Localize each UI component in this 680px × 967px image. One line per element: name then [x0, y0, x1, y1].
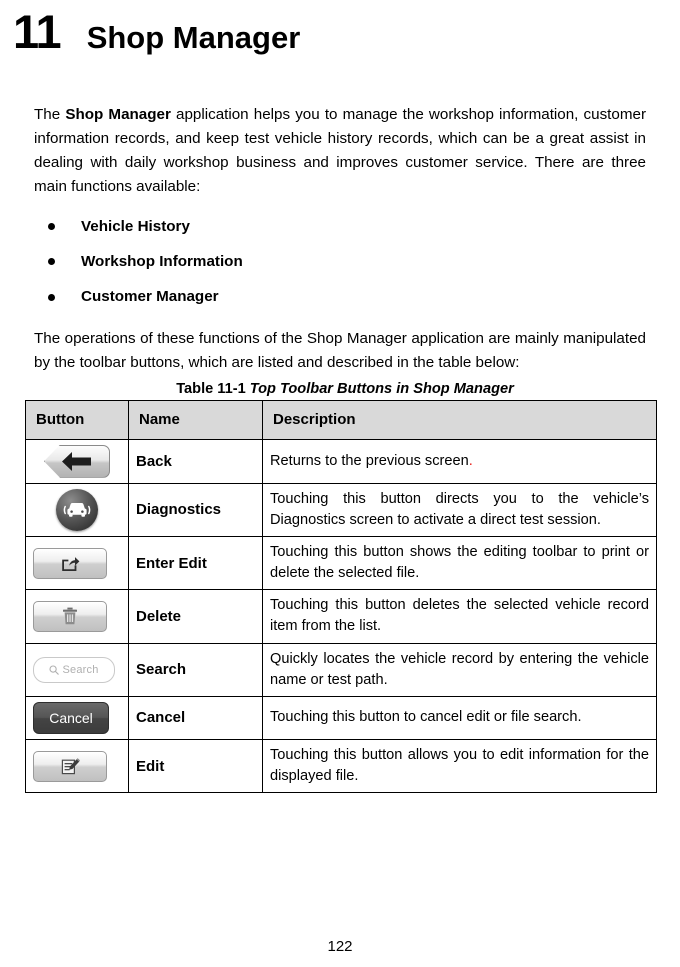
- car-diagnostics-icon-glyph: [63, 499, 91, 521]
- trash-can-icon-glyph: [62, 607, 78, 625]
- table-cell-button: [26, 590, 129, 643]
- bullet-dot-icon: [48, 258, 55, 265]
- toolbar-buttons-table: [25, 400, 657, 794]
- table-caption-label: Table 11-1: [176, 380, 246, 397]
- table-row: [26, 696, 657, 739]
- table-header-row: [26, 400, 657, 439]
- table-cell-name: Enter Edit: [129, 537, 263, 590]
- list-item-label: Vehicle History: [81, 218, 190, 236]
- bullet-dot-icon: [48, 223, 55, 230]
- intro-text-part2: application helps you to manage the workshop information, customer information records, and keep test vehicle history records, which can be a great assist in dealing with daily workshop business and improves customer service. There are three main functions available:: [34, 106, 646, 196]
- table-cell-description: Touching this button directs you to the vehicle’s Diagnostics screen to activate a direct test session.: [263, 483, 657, 536]
- car-diagnostics-icon[interactable]: [56, 489, 98, 531]
- table-cell-name: Search: [129, 643, 263, 696]
- table-cell-button: [26, 483, 129, 536]
- table-cell-description: Quickly locates the vehicle record by entering the vehicle name or test path.: [263, 643, 657, 696]
- column-header-description: Description: [263, 400, 657, 439]
- table-caption: [25, 381, 655, 397]
- chapter-number: 11: [13, 5, 61, 58]
- trash-can-icon[interactable]: [33, 601, 107, 632]
- bullet-dot-icon: [48, 294, 55, 301]
- chapter-heading: [13, 0, 655, 58]
- table-cell-name: Delete: [129, 590, 263, 643]
- table-cell-description: [263, 439, 657, 483]
- table-row: [26, 643, 657, 696]
- list-item-label: Workshop Information: [81, 253, 243, 271]
- table-cell-name: Edit: [129, 739, 263, 792]
- table-row: [26, 590, 657, 643]
- column-header-button: Button: [26, 400, 129, 439]
- table-cell-name: Back: [129, 439, 263, 483]
- table-cell-description: Touching this button deletes the selected vehicle record item from the list.: [263, 590, 657, 643]
- column-header-name: Name: [129, 400, 263, 439]
- table-caption-title: Top Toolbar Buttons in Shop Manager: [249, 380, 514, 397]
- table-row: [26, 483, 657, 536]
- page-number: 122: [327, 938, 353, 955]
- edit-pencil-icon[interactable]: [33, 751, 107, 782]
- table-cell-name: Cancel: [129, 696, 263, 739]
- table-cell-button: [26, 537, 129, 590]
- intro-paragraph: [25, 103, 655, 199]
- chapter-title: Shop Manager: [86, 20, 301, 55]
- magnifier-icon: [49, 665, 59, 675]
- table-cell-button: [26, 643, 129, 696]
- back-arrow-icon[interactable]: [44, 445, 110, 478]
- share-export-icon[interactable]: [33, 548, 107, 579]
- intro-app-name: Shop Manager: [65, 106, 171, 123]
- edit-pencil-icon-glyph: [61, 757, 80, 775]
- description-text: Returns to the previous screen: [270, 452, 469, 469]
- search-pill-icon[interactable]: [33, 657, 115, 683]
- table-cell-name: Diagnostics: [129, 483, 263, 536]
- operations-paragraph: The operations of these functions of the Shop Manager application are mainly manipulated by the toolbar buttons, which are listed and described in the table below:: [34, 329, 646, 371]
- table-cell-description: Touching this button allows you to edit information for the displayed file.: [263, 739, 657, 792]
- search-input-placeholder: Search: [62, 663, 99, 676]
- red-period: .: [468, 452, 473, 469]
- share-export-icon-glyph: [61, 555, 80, 572]
- table-row: [26, 439, 657, 483]
- cancel-button-icon[interactable]: Cancel: [33, 702, 109, 734]
- functions-list: [25, 219, 655, 305]
- table-cell-button: [26, 739, 129, 792]
- table-cell-description: Touching this button shows the editing toolbar to print or delete the selected file.: [263, 537, 657, 590]
- list-item-label: Customer Manager: [81, 288, 219, 306]
- list-item: [34, 254, 655, 269]
- table-row: [26, 739, 657, 792]
- list-item: [34, 289, 655, 304]
- table-cell-button: [26, 439, 129, 483]
- table-cell-button: [26, 696, 129, 739]
- intro-text-part1: The: [34, 106, 66, 123]
- table-cell-description: Touching this button to cancel edit or file search.: [263, 696, 657, 739]
- table-row: [26, 537, 657, 590]
- back-arrow-icon-glyph: [60, 451, 94, 472]
- list-item: [34, 219, 655, 234]
